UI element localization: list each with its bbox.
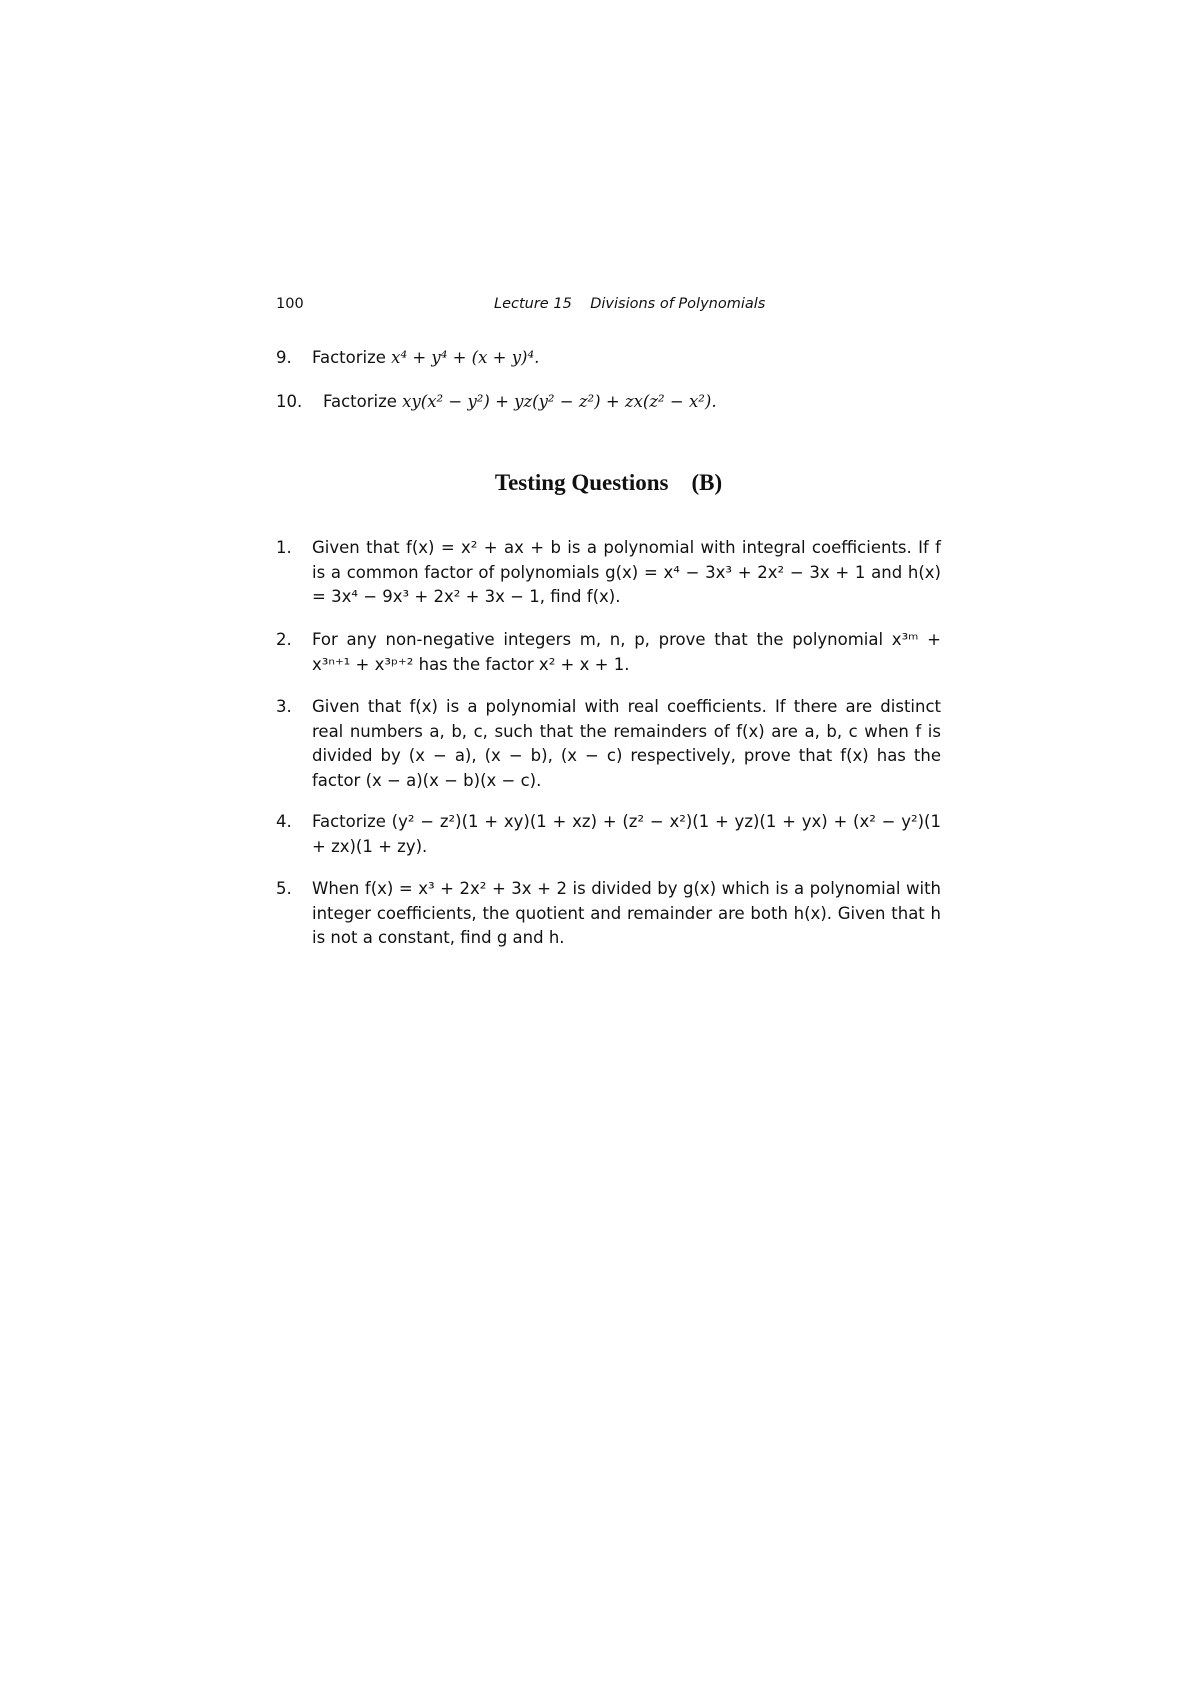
question-item-3	[276, 695, 941, 794]
exercise-item-10	[276, 390, 941, 415]
question-number: 3.	[276, 697, 292, 716]
question-number: 1.	[276, 538, 292, 557]
question-number: 4.	[276, 812, 292, 831]
exercise-item-9	[276, 346, 941, 371]
exercise-number: 9.	[276, 348, 292, 367]
question-text: For any non-negative integers m, n, p, prove that the polynomial x³ᵐ + x³ⁿ⁺¹ + x³ᵖ⁺² has the factor x² + x + 1.	[312, 630, 941, 674]
exercise-verb: Factorize	[312, 348, 386, 367]
question-item-2	[276, 628, 941, 677]
running-title: Lecture 15 Divisions of Polynomials	[494, 296, 766, 312]
exercise-number: 10.	[276, 392, 303, 411]
question-number: 5.	[276, 879, 292, 898]
question-number: 2.	[276, 630, 292, 649]
exercise-expression: xy(x² − y²) + yz(y² − z²) + zx(z² − x²).	[402, 392, 717, 411]
question-item-1	[276, 536, 941, 610]
exercise-expression: x⁴ + y⁴ + (x + y)⁴.	[391, 348, 540, 367]
page-number: 100	[276, 296, 304, 312]
question-text: Given that f(x) = x² + ax + b is a polynomial with integral coefficients. If f is a common factor of polynomials g(x) = x⁴ − 3x³ + 2x² − 3x + 1 and h(x) = 3x⁴ − 9x³ + 2x² + 3x − 1, find f(x).	[312, 538, 941, 607]
question-text: Factorize (y² − z²)(1 + xy)(1 + xz) + (z² − x²)(1 + yz)(1 + yx) + (x² − y²)(1 + zx)(1 + zy).	[312, 812, 941, 856]
section-heading: Testing Questions (B)	[494, 470, 723, 495]
page-header	[276, 296, 941, 320]
exercise-verb: Factorize	[323, 392, 397, 411]
question-item-4	[276, 810, 941, 859]
question-text: When f(x) = x³ + 2x² + 3x + 2 is divided by g(x) which is a polynomial with integer coefficients, the quotient and remainder are both h(x). Given that h is not a constant, find g and h.	[312, 879, 941, 948]
question-item-5	[276, 877, 941, 951]
question-text: Given that f(x) is a polynomial with real coefficients. If there are distinct real numbers a, b, c, such that the remainders of f(x) are a, b, c when f is divided by (x − a), (x − b), (x − c) respectively, prove that f(x) has the factor (x − a)(x − b)(x − c).	[312, 697, 941, 791]
